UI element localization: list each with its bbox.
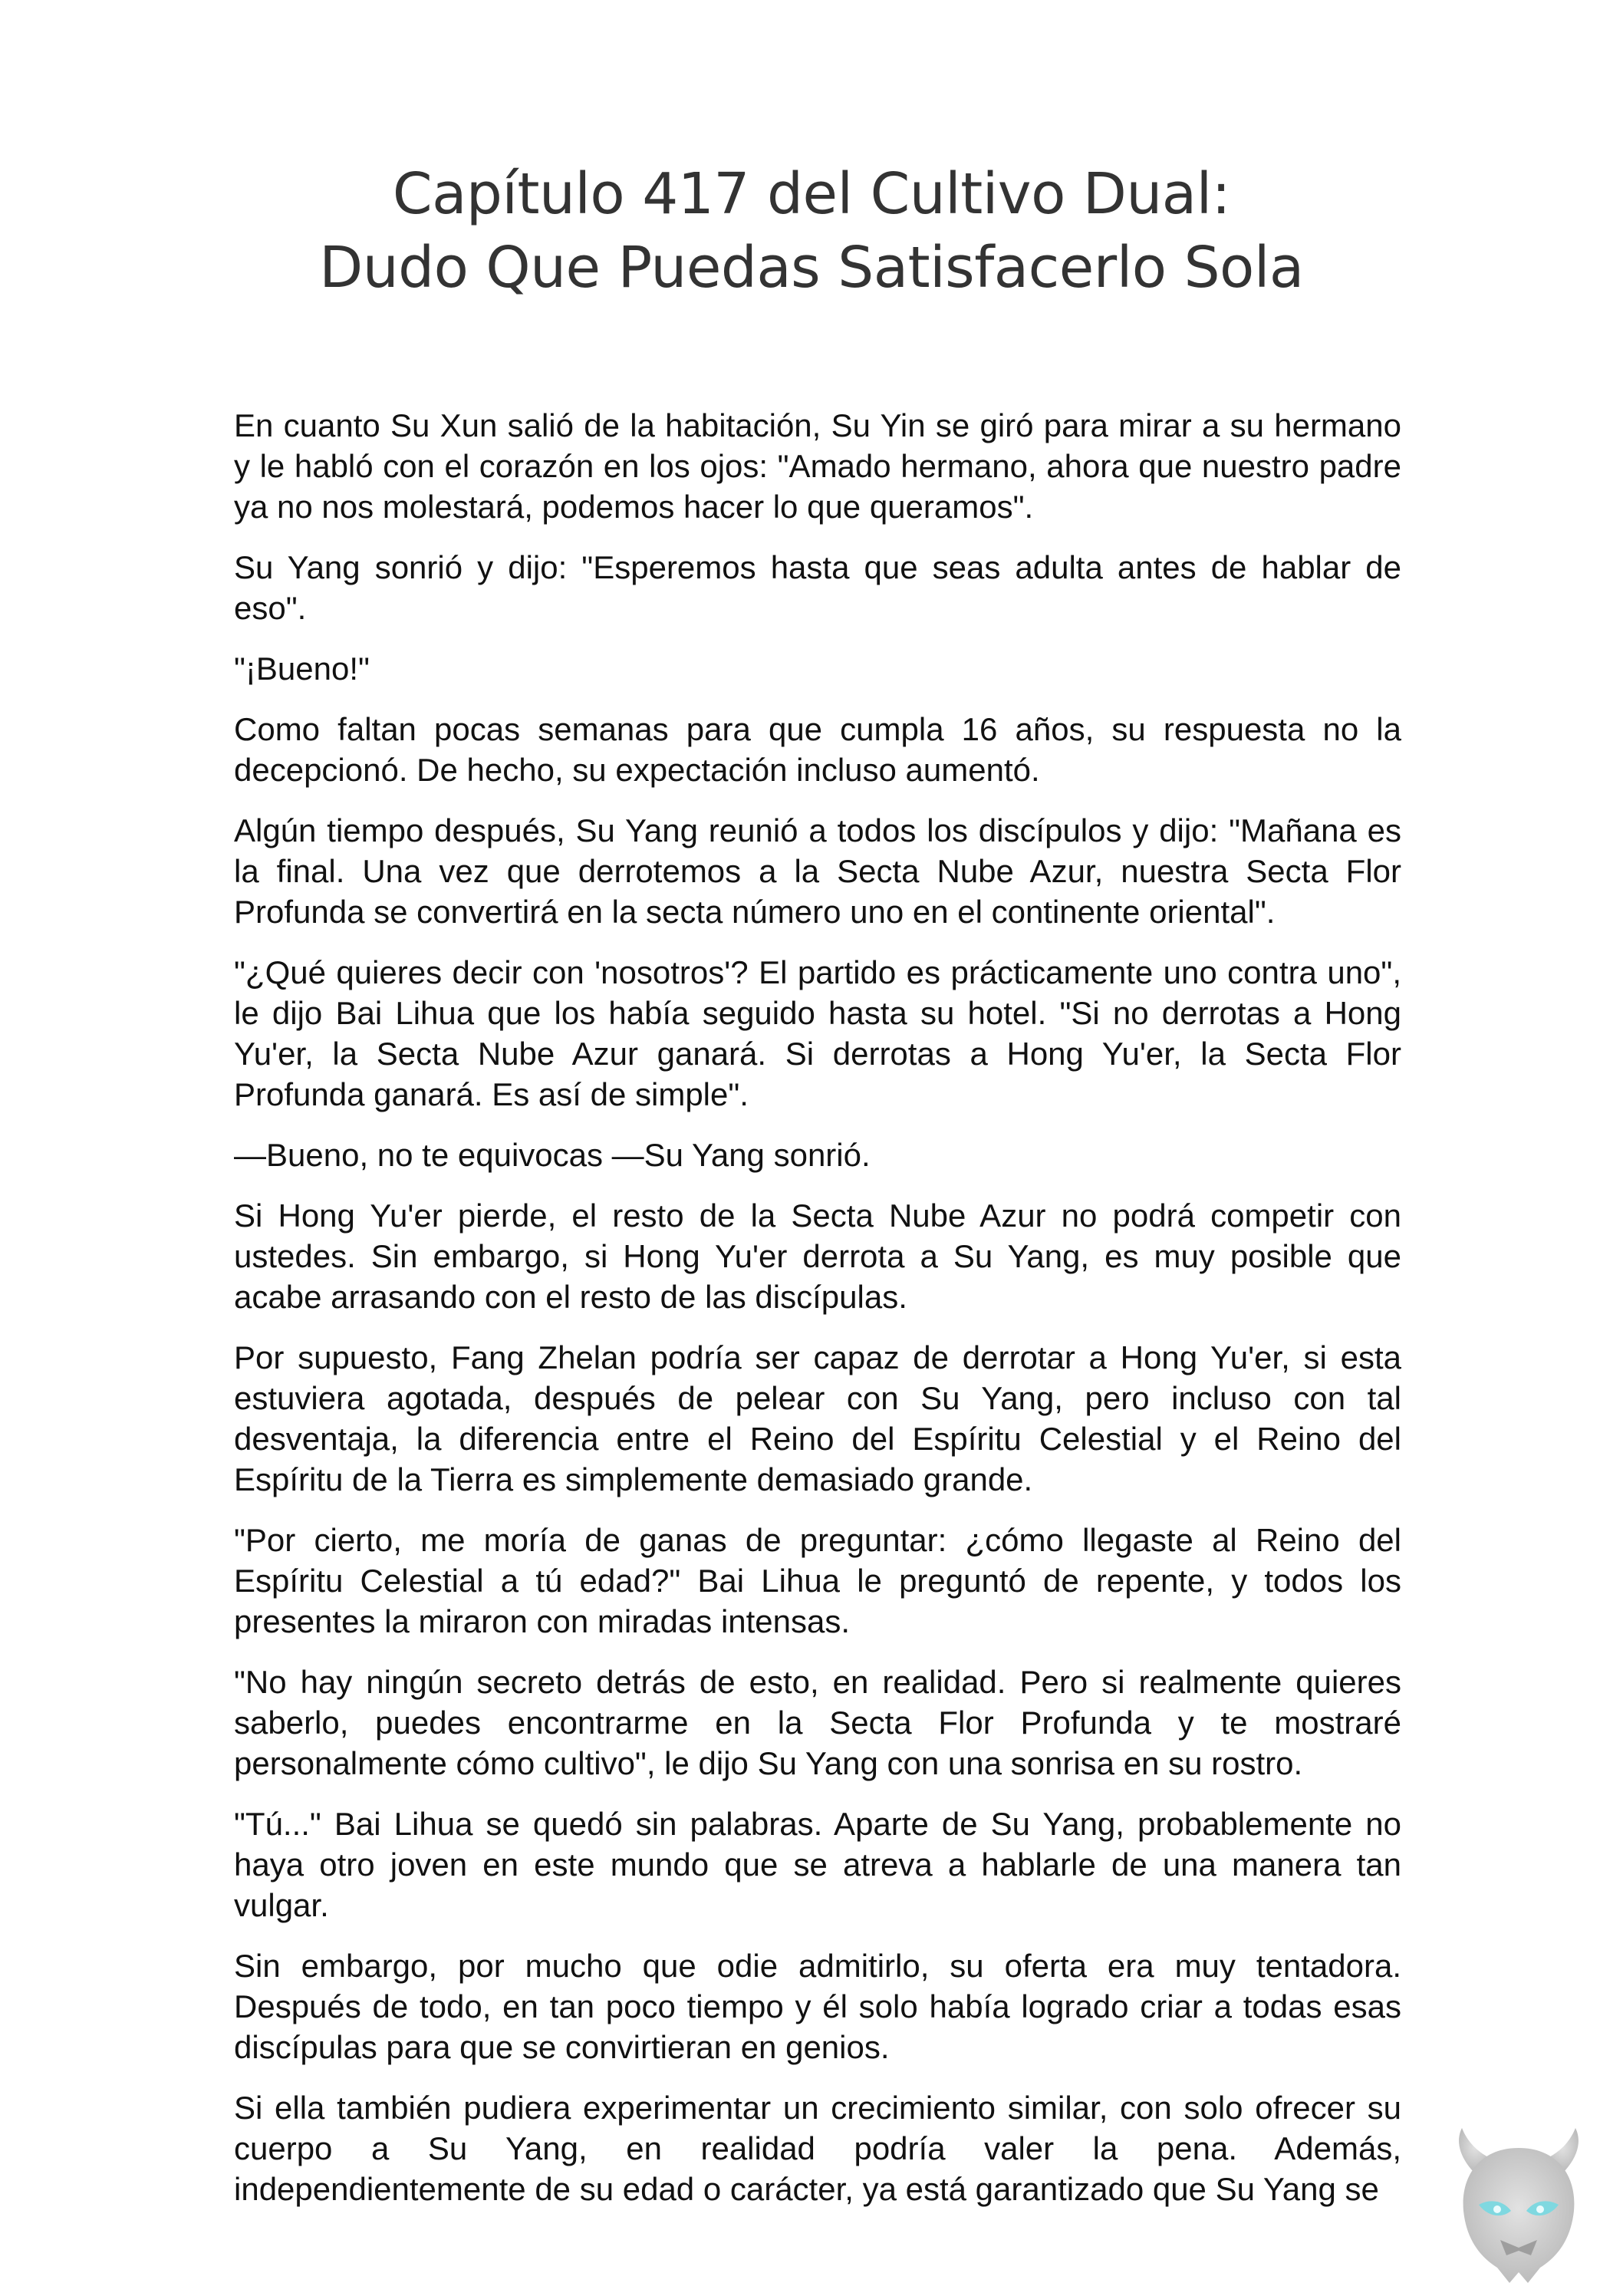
paragraph: Su Yang sonrió y dijo: "Esperemos hasta que seas adulta antes de hablar de eso". (234, 549, 1401, 626)
demon-head-icon (1442, 2125, 1595, 2286)
paragraph: —Bueno, no te equivocas —Su Yang sonrió. (234, 1137, 871, 1173)
paragraph: Algún tiempo después, Su Yang reunió a todos los discípulos y dijo: "Mañana es la final. Una vez que derrotemos a la Secta Nube Azur, nuestra Secta Flor Profunda se convertirá en la secta número uno en el continente oriental". (234, 812, 1401, 930)
paragraph: "¿Qué quieres decir con 'nosotros'? El partido es prácticamente uno contra uno", le dijo Bai Lihua que los había seguido hasta su hotel. "Si no derrotas a Hong Yu'er, la Secta Nube Azur ganará. Si derrotas a Hong Yu'er, la Secta Flor Profunda ganará. Es así de simple". (234, 954, 1401, 1112)
paragraph: Sin embargo, por mucho que odie admitirlo, su oferta era muy tentadora. Después de todo, en tan poco tiempo y él solo había logrado criar a todas esas discípulas para que se convirtieran en genios. (234, 1948, 1401, 2065)
paragraph: Si ella también pudiera experimentar un crecimiento similar, con solo ofrecer su cuerpo a Su Yang, en realidad podría valer la pena. Además, independientemente de su edad o carácter, ya está garantizado que Su Yang se (234, 2090, 1401, 2207)
paragraph: "Por cierto, me moría de ganas de preguntar: ¿cómo llegaste al Reino del Espíritu Celestial a tú edad?" Bai Lihua le preguntó de repente, y todos los presentes la miraron con miradas intensas. (234, 1522, 1401, 1639)
paragraph: Como faltan pocas semanas para que cumpla 16 años, su respuesta no la decepcionó. De hecho, su expectación incluso aumentó. (234, 711, 1401, 788)
paragraph: "No hay ningún secreto detrás de esto, en realidad. Pero si realmente quieres saberlo, puedes encontrarme en la Secta Flor Profunda y te mostraré personalmente cómo cultivo", le dijo Su Yang con una sonrisa en su rostro. (234, 1664, 1401, 1781)
chapter-body (234, 405, 1401, 2229)
chapter-title-line-2: Dudo Que Puedas Satisfacerlo Sola (319, 235, 1304, 301)
paragraph: "Tú..." Bai Lihua se quedó sin palabras. Aparte de Su Yang, probablemente no haya otro joven en este mundo que se atreva a hablarle de una manera tan vulgar. (234, 1806, 1401, 1923)
chapter-title-line-1: Capítulo 417 del Cultivo Dual: (392, 161, 1231, 227)
paragraph: Por supuesto, Fang Zhelan podría ser capaz de derrotar a Hong Yu'er, si esta estuviera agotada, después de pelear con Su Yang, pero incluso con tal desventaja, la diferencia entre el Reino del Espíritu Celestial y el Reino del Espíritu de la Tierra es simplemente demasiado grande. (234, 1339, 1401, 1497)
paragraph: En cuanto Su Xun salió de la habitación, Su Yin se giró para mirar a su hermano y le habló con el corazón en los ojos: "Amado hermano, ahora que nuestro padre ya no nos molestará, podemos hacer lo que queramos". (234, 407, 1401, 525)
paragraph: Si Hong Yu'er pierde, el resto de la Secta Nube Azur no podrá competir con ustedes. Sin embargo, si Hong Yu'er derrota a Su Yang, es muy posible que acabe arrasando con el resto de las discípulas. (234, 1197, 1401, 1315)
chapter-title (0, 157, 1623, 305)
paragraph: "¡Bueno!" (234, 651, 370, 687)
